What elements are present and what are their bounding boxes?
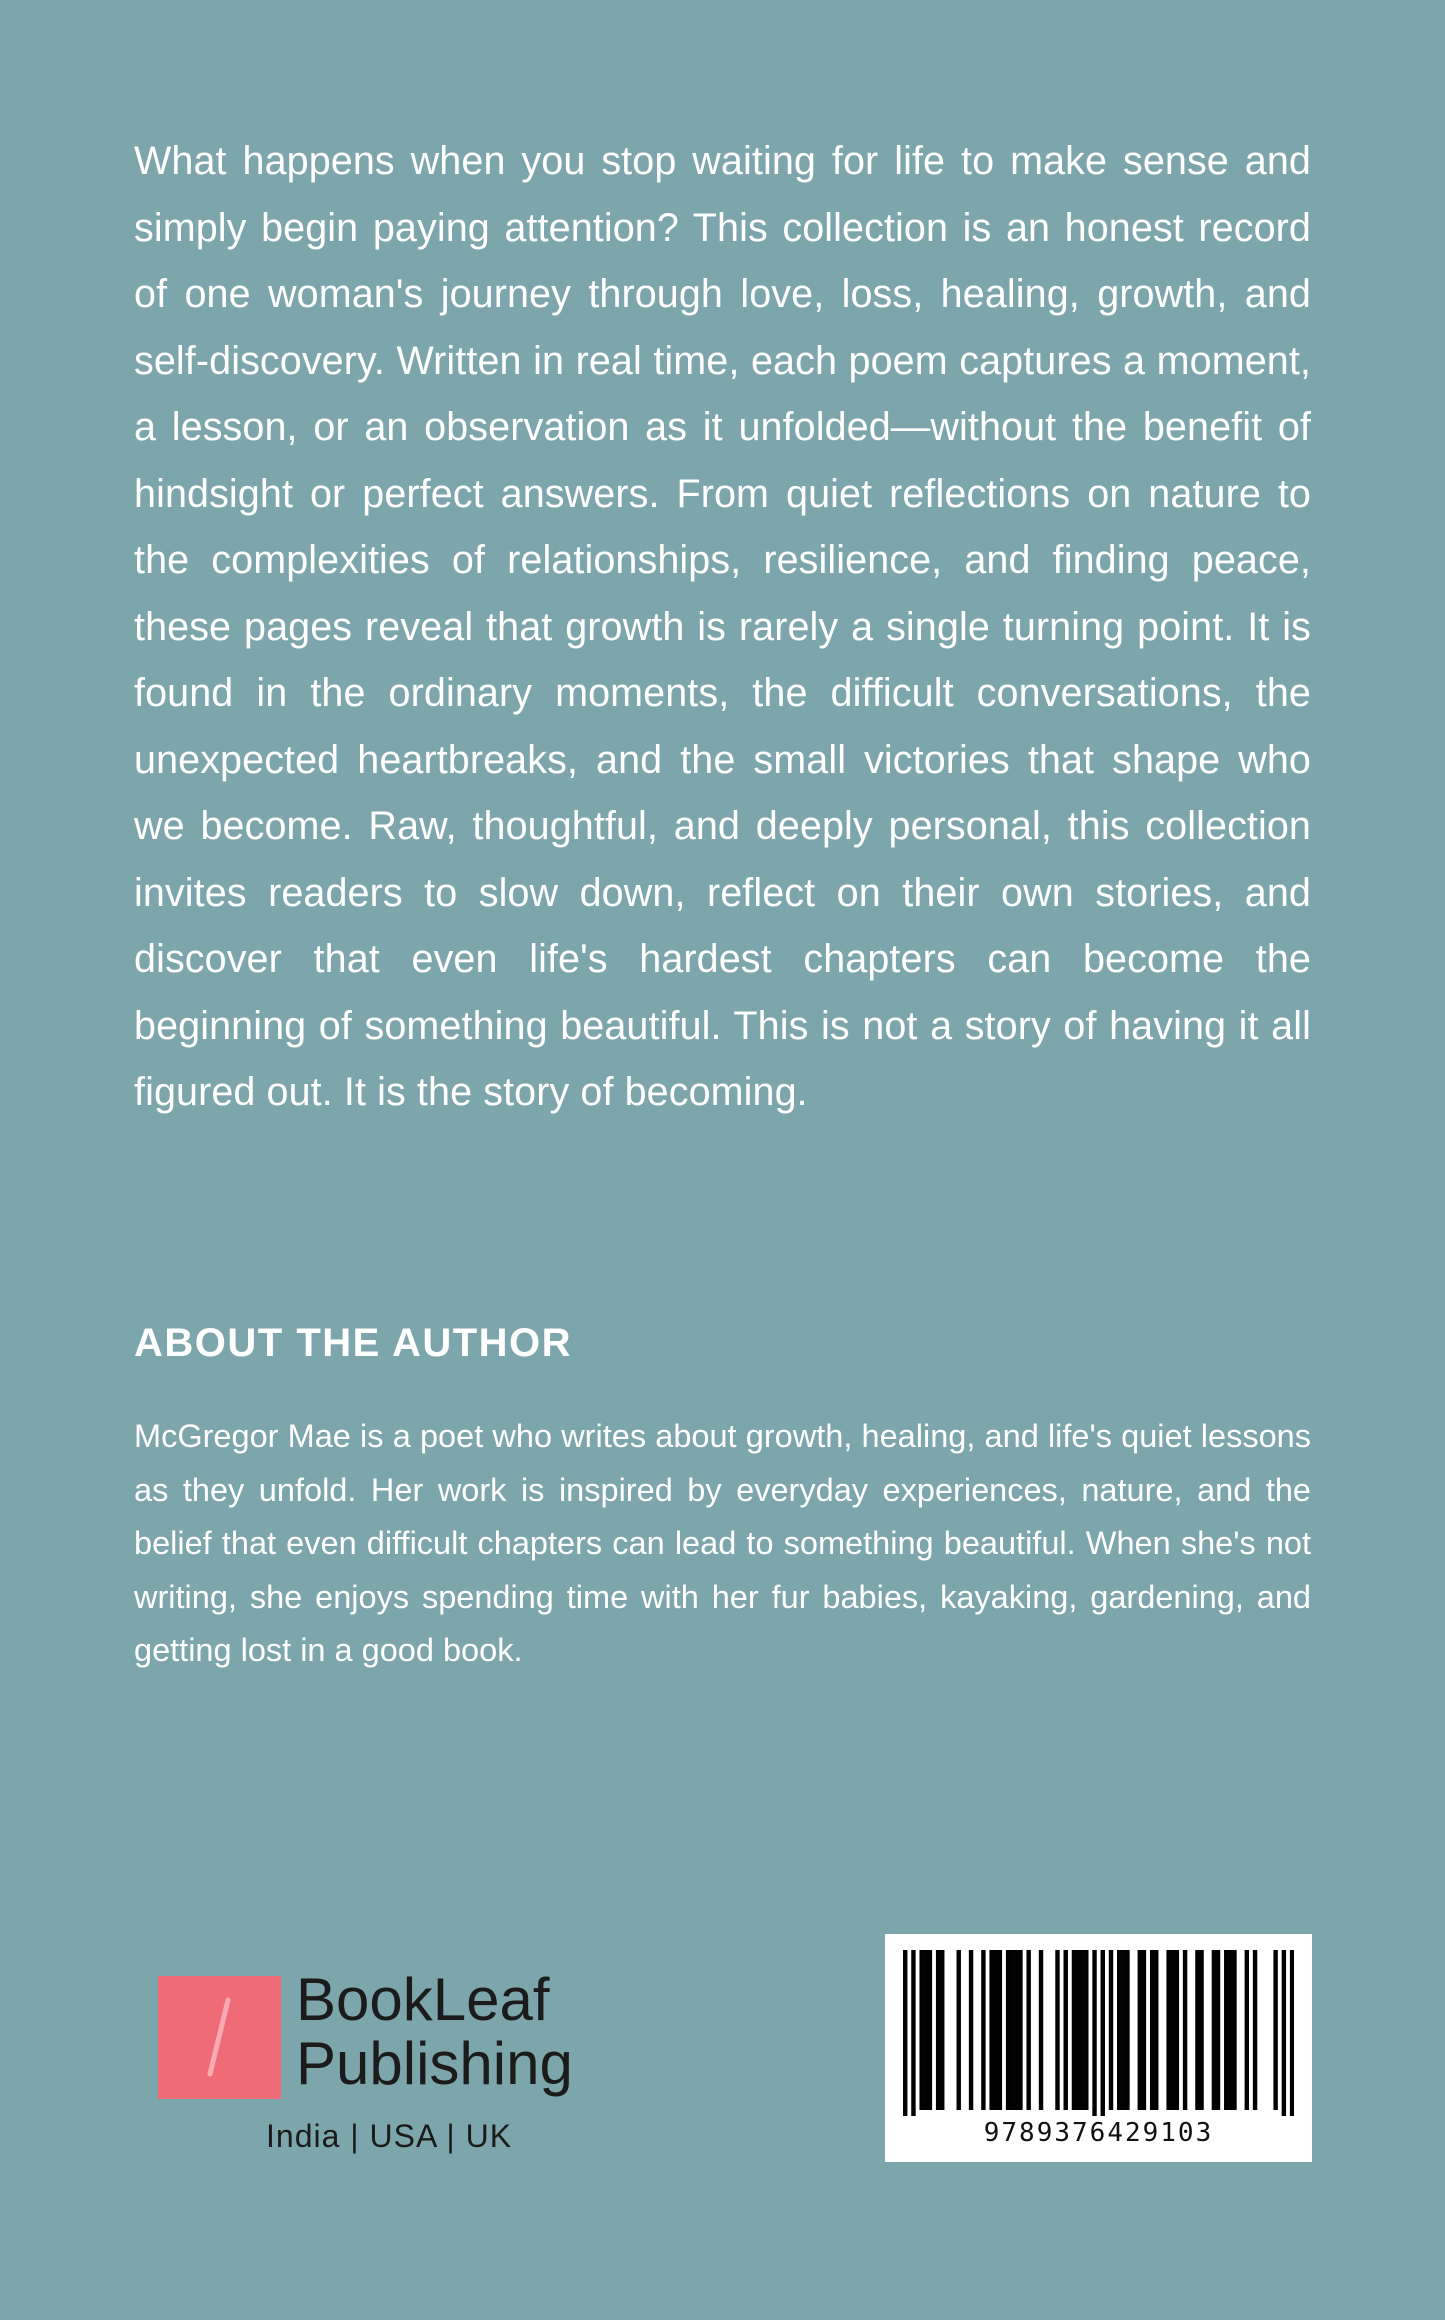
publisher-name	[296, 1968, 573, 2096]
barcode-bar	[1092, 1950, 1096, 2116]
barcode-bar	[1018, 1950, 1022, 2110]
isbn-barcode	[885, 1934, 1312, 2162]
barcode-bar	[1183, 1950, 1187, 2110]
barcode-bar	[936, 1950, 940, 2110]
publisher-logo	[158, 1968, 618, 2168]
barcode-bar	[1121, 1950, 1125, 2110]
barcode-bar	[1232, 1950, 1236, 2110]
barcode-bar	[969, 1950, 973, 2110]
back-cover-blurb: What happens when you stop waiting for life to make sense and simply begin paying attention? This collection is an honest record of one woman's journey through love, loss, healing, growth, and self-discovery. Written in real time, each poem captures a moment, a lesson, or an observation as it unfolded—without the benefit of hindsight or perfect answers. From quiet reflections on nature to the complexities of relationships, resilience, and finding peace, these pages reveal that growth is rarely a single turning point. It is found in the ordinary moments, the difficult conversations, the unexpected heartbreaks, and the small victories that shape who we become. Raw, thoughtful, and deeply personal, this collection invites readers to slow down, reflect on their own stories, and discover that even life's hardest chapters can become the beginning of something beautiful. This is not a story of having it all figured out. It is the story of becoming.	[134, 139, 1311, 1114]
barcode-bar	[1212, 1950, 1216, 2110]
barcode-bar	[1101, 1950, 1105, 2116]
barcode-bar	[1109, 1950, 1113, 2110]
barcode-bar	[1142, 1950, 1146, 2110]
barcode-bar	[1216, 1950, 1220, 2110]
barcode-bar	[1006, 1950, 1010, 2110]
barcode-bar	[1171, 1950, 1175, 2110]
barcode-bar	[1282, 1950, 1286, 2116]
barcode-bar	[981, 1950, 985, 2110]
about-author-text: McGregor Mae is a poet who writes about growth, healing, and life's quiet lessons as they unfold. Her work is inspired by everyday experiences, nature, and the belief that even difficult chapters can lead to something beautiful. When she's not writing, she enjoys spending time with her fur babies, kayaking, gardening, and getting lost in a good book.	[134, 1418, 1311, 1668]
barcode-bar	[1224, 1950, 1228, 2110]
barcode-bar	[1026, 1950, 1030, 2110]
barcode-bar	[1199, 1950, 1203, 2110]
barcode-bar	[928, 1950, 932, 2110]
barcode-bar	[940, 1950, 944, 2110]
about-author-heading: ABOUT THE AUTHOR	[134, 1321, 573, 1365]
barcode-bar	[1080, 1950, 1084, 2110]
barcode-bar	[1253, 1950, 1257, 2110]
barcode-bar	[911, 1950, 915, 2116]
leaf-slash-icon	[158, 1976, 281, 2099]
barcode-bar	[1039, 1950, 1043, 2110]
barcode-bar	[919, 1950, 923, 2110]
barcode-bar	[1125, 1950, 1129, 2110]
barcode-bar	[1150, 1950, 1154, 2110]
barcode-bar	[1228, 1950, 1232, 2110]
barcode-bar	[1055, 1950, 1059, 2110]
barcode-bar	[1290, 1950, 1294, 2116]
barcode-bar	[1064, 1950, 1068, 2110]
barcode-bar	[1166, 1950, 1170, 2110]
barcode-bar	[994, 1950, 998, 2110]
publisher-regions: India | USA | UK	[266, 2118, 513, 2154]
isbn-number: 9789376429103	[983, 2118, 1214, 2148]
barcode-bar	[1245, 1950, 1249, 2110]
barcode-bar	[1084, 1950, 1088, 2110]
barcode-bar	[1117, 1950, 1121, 2110]
barcode-bar	[903, 1950, 907, 2116]
barcode-bar	[1014, 1950, 1018, 2110]
barcode-bar	[1273, 1950, 1277, 2110]
barcode-bar	[924, 1950, 928, 2110]
barcode-bar	[1076, 1950, 1080, 2110]
publisher-name-line2: Publishing	[296, 2030, 573, 2097]
barcode-bar	[1175, 1950, 1179, 2110]
barcode-bar	[1138, 1950, 1142, 2110]
barcode-bar	[998, 1950, 1002, 2110]
barcode-bar	[1072, 1950, 1076, 2110]
barcode-bar	[1195, 1950, 1199, 2110]
barcode-bar	[989, 1950, 993, 2110]
barcode-bars	[903, 1950, 1294, 2116]
barcode-bar	[1010, 1950, 1014, 2110]
publisher-name-line1: BookLeaf	[296, 1966, 550, 2033]
barcode-bar	[957, 1950, 961, 2110]
barcode-bar	[1154, 1950, 1158, 2110]
